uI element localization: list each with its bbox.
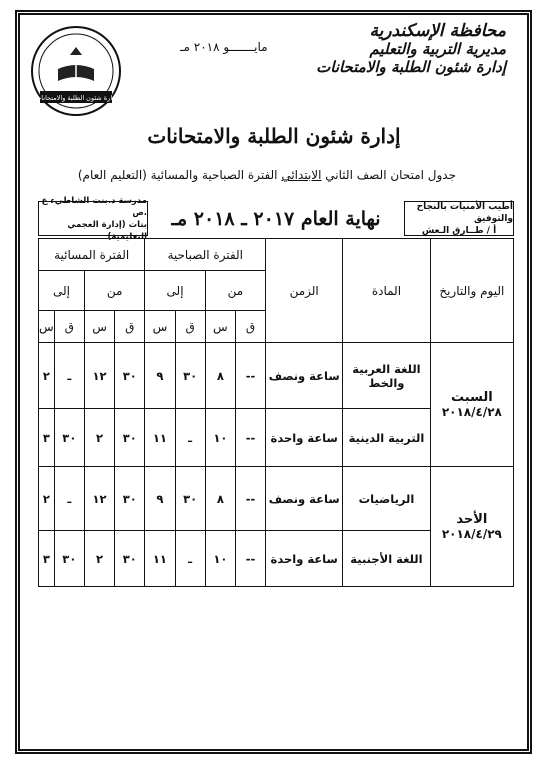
school-box [38,195,148,242]
subject-cell: التربية الدينية [343,409,430,467]
header-duration: الزمن [266,239,343,343]
evening-to-hour: ٢ [39,467,55,531]
schedule-subtitle [78,168,456,182]
header-hour: س [39,311,55,343]
governorate-header [316,22,506,76]
subject-cell: اللغة العربية والخط [343,343,430,409]
header-day-date: اليوم والتاريخ [430,239,513,343]
wishes-box [404,201,514,236]
header-minute: ق [115,311,145,343]
table-row [39,343,514,409]
header-date: مايـــــــو ٢٠١٨ مـ [180,40,268,54]
teacher-name: أ / طــارق الـعش [421,225,497,236]
evening-from-hour: ١٢ [84,467,114,531]
day-cell [430,343,513,467]
directorate-name: مديرية التربية والتعليم [369,40,506,58]
governorate-name: محافظة الإسكندرية [369,21,506,41]
school-name: مدرسة د.بنت الشاطيء ع .ص [41,195,147,218]
header-morning: الفترة الصباحية [145,239,266,271]
page-title: إدارة شئون الطلبة والامتحانات [147,124,401,148]
morning-from-hour: ٨ [205,467,235,531]
morning-to-minute: ٣٠ [175,467,205,531]
header-evening-from: من [84,271,144,311]
info-row [38,195,514,242]
header-hour: س [84,311,114,343]
header-minute: ق [175,311,205,343]
morning-to-hour: ٩ [145,467,175,531]
evening-from-minute: ٣٠ [115,409,145,467]
evening-from-hour: ٢ [84,409,114,467]
day-date: ٢٠١٨/٤/٢٩ [441,527,502,541]
day-name: الأحد [456,512,488,527]
morning-to-minute: ـ [175,409,205,467]
evening-from-minute: ٣٠ [115,343,145,409]
evening-to-hour: ٢ [39,343,55,409]
exam-schedule-table [38,238,514,587]
year-banner: نهاية العام ٢٠١٧ ـ ٢٠١٨ مـ [171,207,381,230]
day-cell [430,467,513,587]
evening-to-minute: ٣٠ [54,531,84,587]
evening-from-minute: ٣٠ [115,467,145,531]
morning-from-minute: -- [235,409,265,467]
header-hour: س [145,311,175,343]
subtitle-prefix: جدول امتحان الصف الثاني [325,168,456,182]
duration-cell: ساعة واحدة [266,409,343,467]
morning-to-hour: ٩ [145,343,175,409]
morning-to-minute: ٣٠ [175,343,205,409]
evening-to-minute: ٣٠ [54,409,84,467]
department-logo [30,25,122,117]
morning-to-minute: ـ [175,531,205,587]
header-morning-to: إلى [145,271,205,311]
morning-from-hour: ١٠ [205,409,235,467]
evening-from-minute: ٣٠ [115,531,145,587]
evening-to-hour: ٣ [39,531,55,587]
header-minute: ق [235,311,265,343]
evening-to-minute: ـ [54,343,84,409]
table-row [39,467,514,531]
morning-from-minute: -- [235,467,265,531]
header-evening: الفترة المسائية [39,239,145,271]
wishes-line: أطيب الأمنيات بالنجاح والتوفيق [416,201,513,224]
duration-cell: ساعة ونصف [266,343,343,409]
duration-cell: ساعة واحدة [266,531,343,587]
subject-cell: اللغة الأجنبية [343,531,430,587]
header-evening-to: إلى [39,271,85,311]
evening-from-hour: ١٢ [84,343,114,409]
subject-cell: الرياضيات [343,467,430,531]
evening-to-hour: ٣ [39,409,55,467]
department-name: إدارة شئون الطلبة والامتحانات [316,58,506,76]
subtitle-suffix: الفترة الصباحية والمسائية (التعليم العام) [77,168,278,182]
logo-text: إدارة شئون الطلبة والامتحانات [35,94,117,102]
header-minute: ق [54,311,84,343]
morning-from-hour: ١٠ [205,531,235,587]
day-date: ٢٠١٨/٤/٢٨ [441,405,502,419]
school-administration: بنات (إدارة العجمي التعليمية) [67,219,147,242]
morning-to-hour: ١١ [145,409,175,467]
header-subject: المادة [343,239,430,343]
header-hour: س [205,311,235,343]
evening-to-minute: ـ [54,467,84,531]
morning-from-minute: -- [235,343,265,409]
morning-from-hour: ٨ [205,343,235,409]
morning-from-minute: -- [235,531,265,587]
evening-from-hour: ٢ [84,531,114,587]
header-morning-from: من [205,271,265,311]
day-name: السبت [451,390,493,405]
subtitle-grade: الابتدائي [281,168,322,182]
morning-to-hour: ١١ [145,531,175,587]
duration-cell: ساعة ونصف [266,467,343,531]
